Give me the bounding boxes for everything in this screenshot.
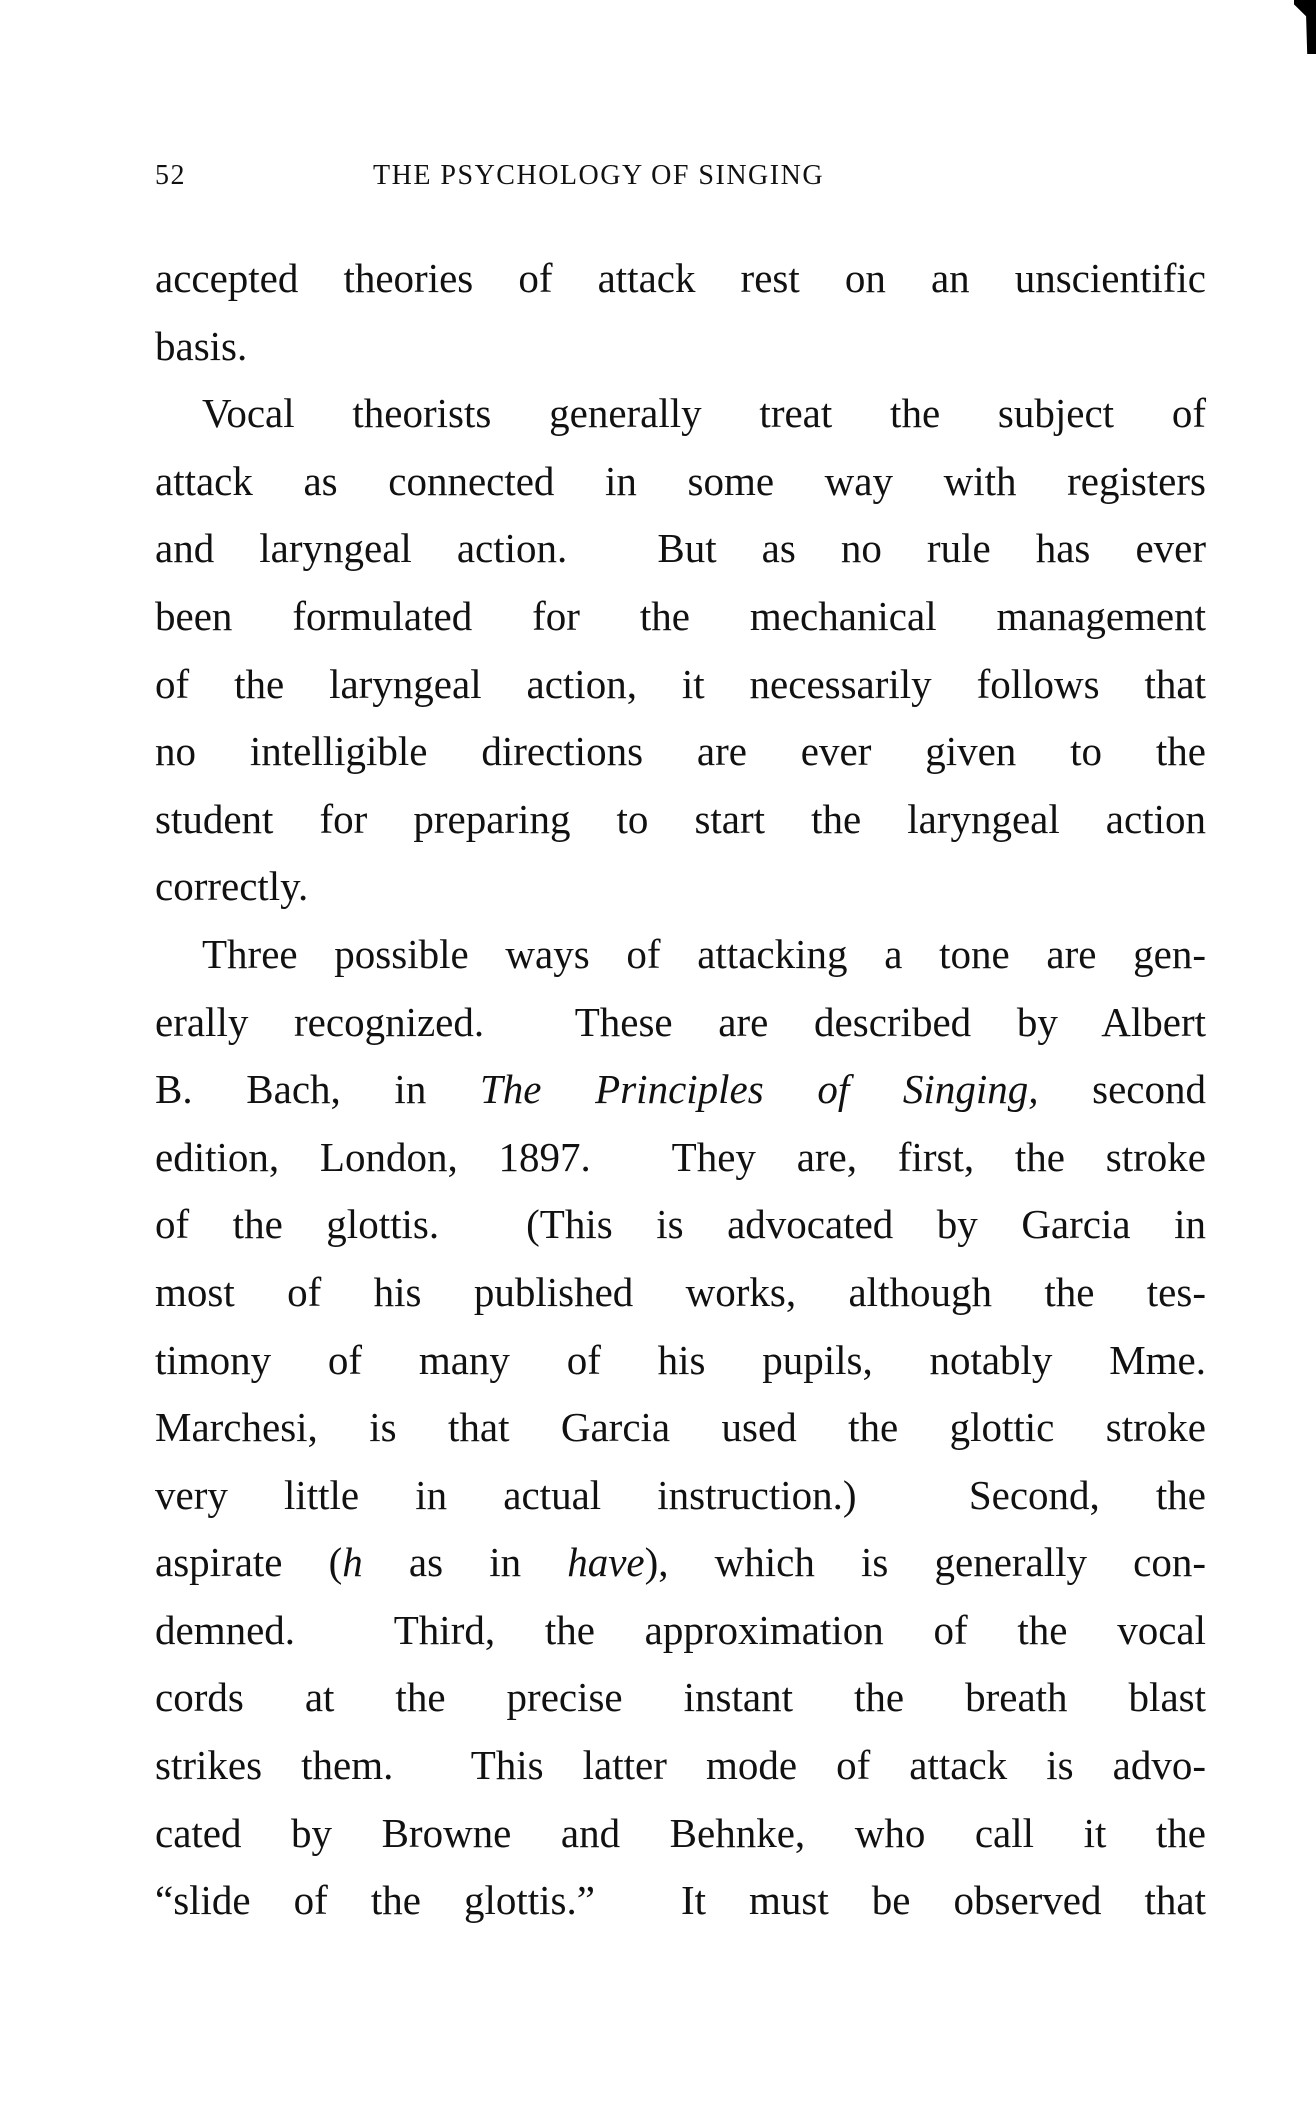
text-segment: been formulated for the mechanical management xyxy=(155,592,1206,639)
text-line xyxy=(155,1664,1206,1732)
text-segment: as in xyxy=(362,1539,568,1586)
text-line xyxy=(155,1394,1206,1462)
text-segment: of the laryngeal action, it necessarily follows that xyxy=(155,660,1206,707)
text-segment: cords at the precise instant the breath blast xyxy=(155,1674,1206,1721)
text-segment: very little in actual instruction.) Second, the xyxy=(155,1471,1206,1518)
text-line xyxy=(155,1867,1206,1935)
text-line xyxy=(155,1056,1206,1124)
text-segment: Three possible ways of attacking a tone are gen- xyxy=(202,930,1206,977)
text-segment: timony of many of his pupils, notably Mme. xyxy=(155,1336,1206,1383)
text-line xyxy=(155,1800,1206,1868)
text-segment: student for preparing to start the laryngeal action xyxy=(155,795,1206,842)
running-header xyxy=(155,160,1206,196)
text-line xyxy=(155,380,1206,448)
text-line xyxy=(155,1327,1206,1395)
text-segment: most of his published works, although the tes- xyxy=(155,1268,1206,1315)
page-number: 52 xyxy=(155,160,186,191)
text-segment: basis. xyxy=(155,322,248,369)
text-line xyxy=(155,1191,1206,1259)
text-segment: “slide of the glottis.” It must be observed that xyxy=(155,1877,1206,1924)
italic-text: h xyxy=(342,1539,363,1586)
text-line xyxy=(155,1597,1206,1665)
text-line xyxy=(155,448,1206,516)
text-line xyxy=(155,718,1206,786)
text-segment: B. Bach, in xyxy=(155,1066,480,1113)
text-segment: correctly. xyxy=(155,863,309,910)
text-segment: erally recognized. These are described by Albert xyxy=(155,998,1206,1045)
text-line xyxy=(155,583,1206,651)
text-segment: and laryngeal action. But as no rule has ever xyxy=(155,525,1206,572)
text-segment: accepted theories of attack rest on an unscientific xyxy=(155,255,1206,301)
text-line xyxy=(155,651,1206,719)
text-segment: second xyxy=(1038,1066,1206,1113)
scan-edge-mark xyxy=(1294,0,1316,54)
text-line xyxy=(155,853,1206,921)
text-line xyxy=(155,515,1206,583)
text-line xyxy=(155,921,1206,989)
text-segment: attack as connected in some way with registers xyxy=(155,457,1206,504)
text-segment: no intelligible directions are ever given to the xyxy=(155,728,1206,775)
body-text xyxy=(155,245,1206,1935)
text-segment: strikes them. This latter mode of attack is advo- xyxy=(155,1742,1206,1789)
text-line xyxy=(155,313,1206,381)
text-segment: ), which is generally con- xyxy=(644,1539,1207,1586)
text-segment: Marchesi, is that Garcia used the glottic stroke xyxy=(155,1404,1206,1451)
text-line xyxy=(155,989,1206,1057)
text-segment: of the glottis. (This is advocated by Garcia in xyxy=(155,1201,1206,1248)
text-line xyxy=(155,786,1206,854)
text-line xyxy=(155,1259,1206,1327)
running-title: THE PSYCHOLOGY OF SINGING xyxy=(373,160,825,191)
text-line xyxy=(155,245,1206,313)
text-segment: Vocal theorists generally treat the subject of xyxy=(202,390,1206,437)
text-line xyxy=(155,1462,1206,1530)
text-segment: cated by Browne and Behnke, who call it the xyxy=(155,1809,1206,1856)
text-segment: aspirate ( xyxy=(155,1539,343,1586)
text-line xyxy=(155,1732,1206,1800)
text-segment: edition, London, 1897. They are, first, the stroke xyxy=(155,1133,1206,1180)
text-segment: demned. Third, the approximation of the vocal xyxy=(155,1606,1206,1653)
text-line xyxy=(155,1124,1206,1192)
italic-text: have xyxy=(567,1539,645,1586)
italic-text: The Principles of Singing, xyxy=(480,1066,1039,1113)
text-line xyxy=(155,1529,1206,1597)
